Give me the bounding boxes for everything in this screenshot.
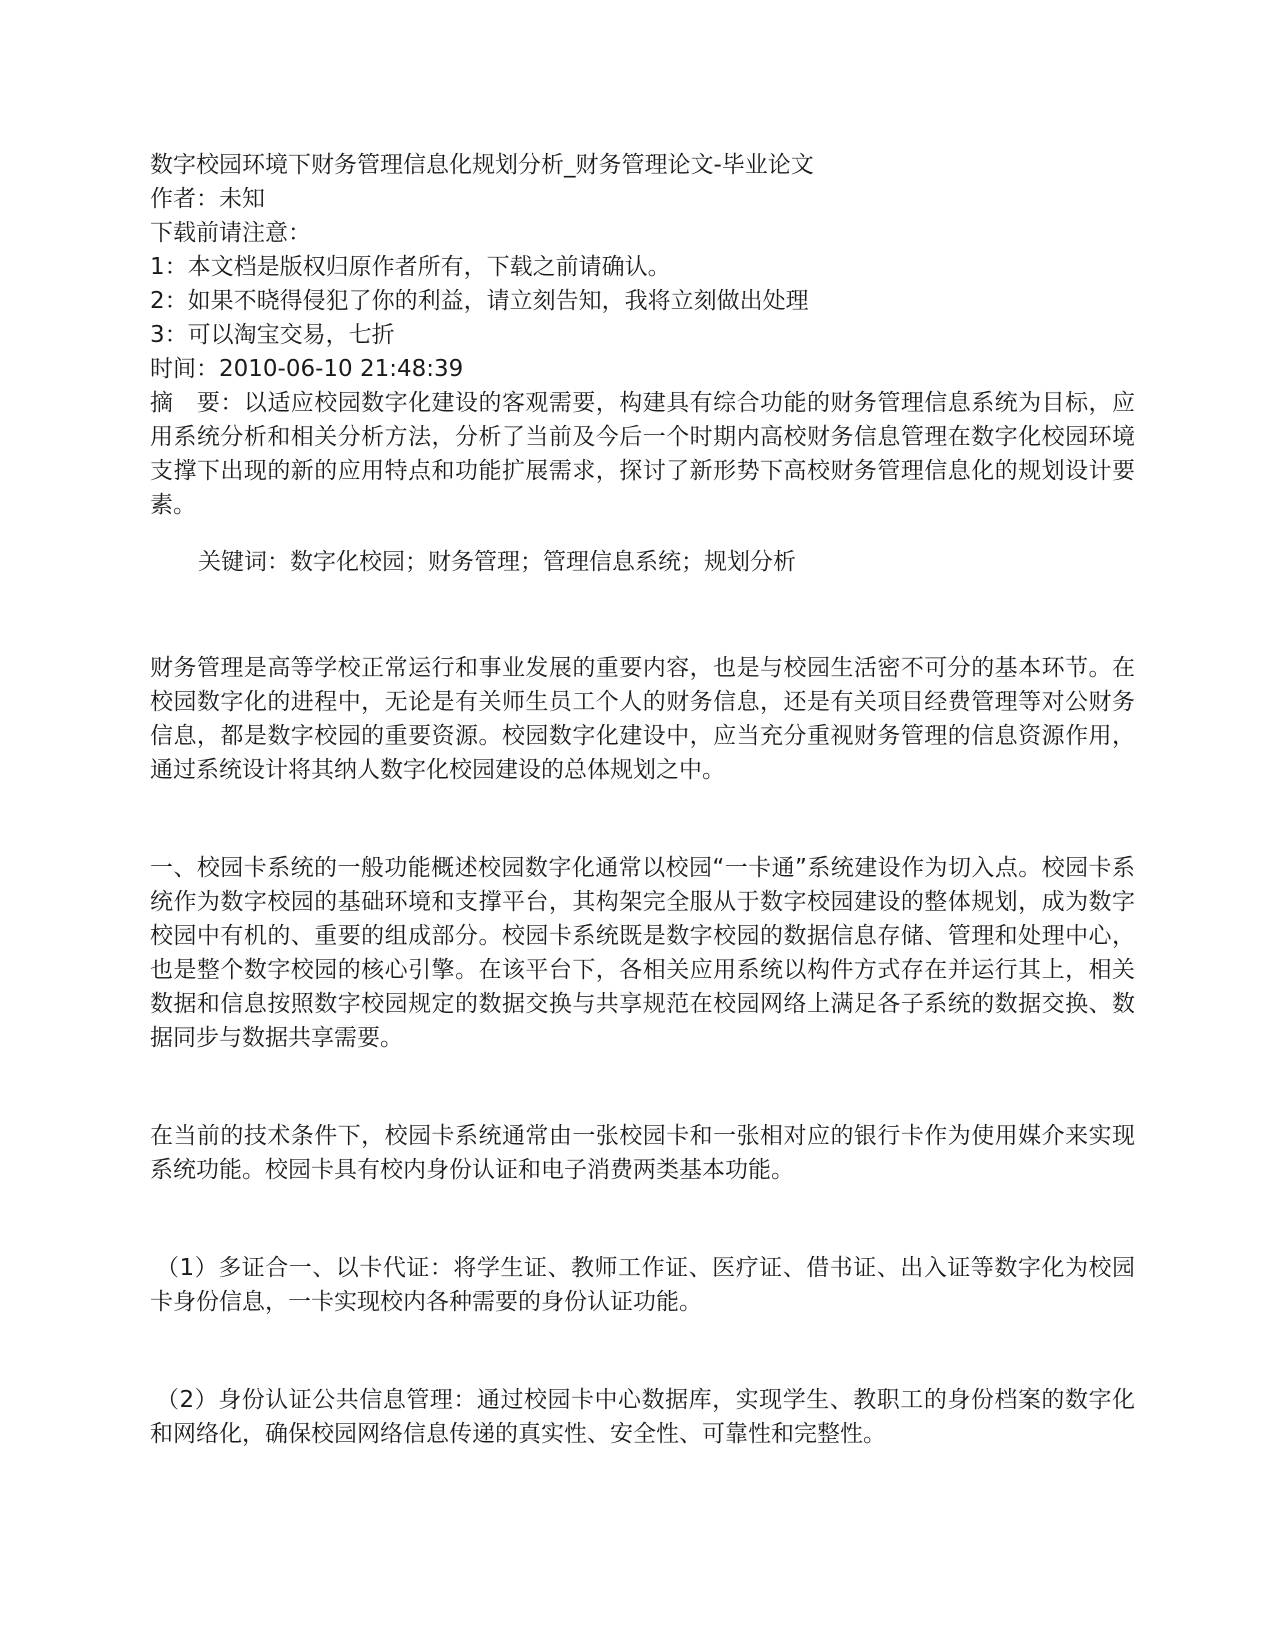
time-line: 时间：2010-06-10 21:48:39 [150,356,464,382]
section-one-paragraph: 一、校园卡系统的一般功能概述校园数字化通常以校园“一卡通”系统建设作为切入点。校园卡系统作为数字校园的基础环境和支撑平台，其构架完全服从于数字校园建设的整体规划，成为数字校园中有机的、重要的组成部分。校园卡系统既是数字校园的数据信息存储、管理和处理中心，也是整个数字校园的核心引擎。在该平台下，各相关应用系统以构件方式存在并运行其上，相关数据和信息按照数字校园规定的数据交换与共享规范在校园网络上满足各子系统的数据交换、数据同步与数据共享需要。 [150,855,1135,1051]
document-title: 数字校园环境下财务管理信息化规划分析_财务管理论文-毕业论文 [150,152,814,178]
notice-item-3: 3：可以淘宝交易，七折 [150,322,395,348]
author-line: 作者：未知 [150,186,265,212]
notice-item-1: 1：本文档是版权归原作者所有，下载之前请确认。 [150,254,671,280]
list-item-1: （1）多证合一、以卡代证：将学生证、教师工作证、医疗证、借书证、出入证等数字化为校园卡身份信息，一卡实现校内各种需要的身份认证功能。 [150,1255,1135,1315]
list-item-2: （2）身份认证公共信息管理：通过校园卡中心数据库，实现学生、教职工的身份档案的数字化和网络化，确保校园网络信息传递的真实性、安全性、可靠性和完整性。 [150,1387,1135,1447]
document-page [150,148,1135,1451]
body-paragraph: 在当前的技术条件下，校园卡系统通常由一张校园卡和一张相对应的银行卡作为使用媒介来实现系统功能。校园卡具有校内身份认证和电子消费两类基本功能。 [150,1123,1135,1183]
notice-item-2: 2：如果不晓得侵犯了你的利益，请立刻告知，我将立刻做出处理 [150,288,809,314]
abstract: 摘 要：以适应校园数字化建设的客观需要，构建具有综合功能的财务管理信息系统为目标，应用系统分析和相关分析方法，分析了当前及今后一个时期内高校财务信息管理在数字化校园环境支撑下出现的新的应用特点和功能扩展需求，探讨了新形势下高校财务管理信息化的规划设计要素。 [150,390,1135,518]
body-paragraph: 财务管理是高等学校正常运行和事业发展的重要内容，也是与校园生活密不可分的基本环节。在校园数字化的进程中，无论是有关师生员工个人的财务信息，还是有关项目经费管理等对公财务信息，都是数字校园的重要资源。校园数字化建设中，应当充分重视财务管理的信息资源作用，通过系统设计将其纳人数字化校园建设的总体规划之中。 [150,655,1135,783]
keywords: 关键词：数字化校园；财务管理；管理信息系统；规划分析 [198,549,796,575]
notice-heading: 下载前请注意： [150,220,311,246]
